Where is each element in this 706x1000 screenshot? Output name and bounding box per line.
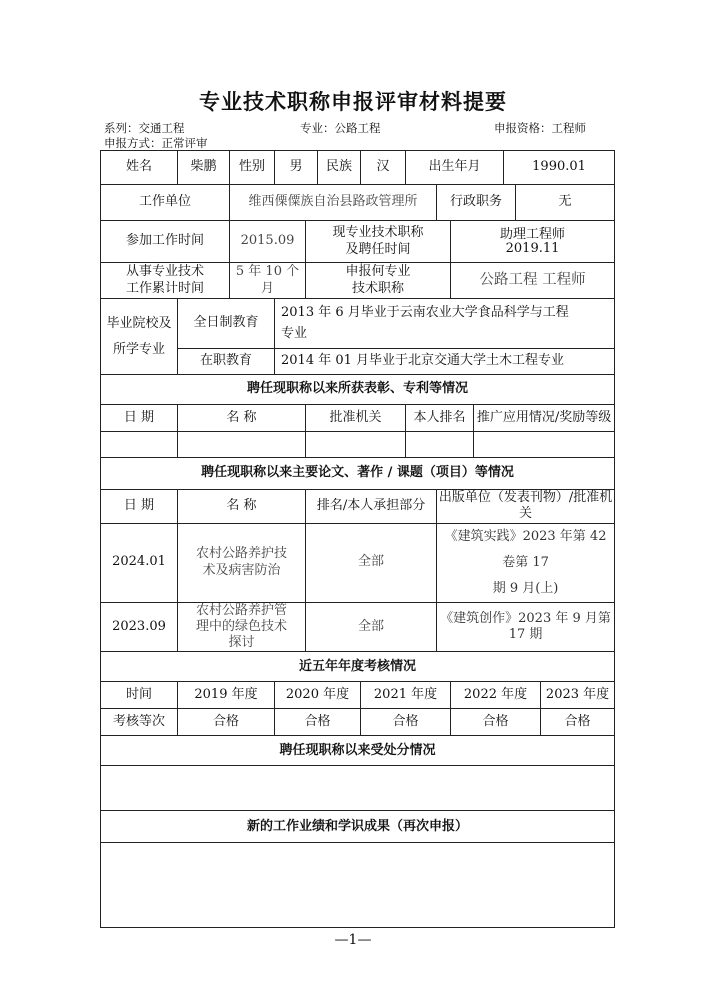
assessment-grade: 合格	[275, 709, 361, 736]
paper-date: 2023.09	[101, 602, 178, 652]
papers-header-row	[101, 490, 615, 524]
qualification-label: 申报资格：工程师	[494, 121, 586, 135]
row-start	[101, 221, 615, 263]
start-label: 参加工作时间	[101, 221, 230, 263]
fulltime-value: 2013 年 6 月毕业于云南农业大学食品科学与工程 专业	[275, 299, 615, 349]
assessment-time-label: 时间	[101, 682, 178, 709]
awards-header-row	[101, 405, 615, 432]
row-awards-heading	[101, 375, 615, 405]
awards-header-name: 名 称	[178, 405, 306, 432]
row-years	[101, 263, 615, 299]
assessment-year: 2021 年度	[361, 682, 451, 709]
post-value: 无	[516, 185, 615, 221]
row-unit	[101, 185, 615, 221]
method-label: 申报方式：正常评审	[104, 136, 208, 150]
assessment-year: 2022 年度	[451, 682, 541, 709]
awards-header-rank: 本人排名	[406, 405, 474, 432]
discipline-body	[101, 766, 615, 811]
years-label: 从事专业技术 工作累计时间	[101, 263, 230, 299]
post-label: 行政职务	[437, 185, 516, 221]
paper-name: 农村公路养护管 理中的绿色技术 探讨	[178, 602, 306, 652]
awards-header-authority: 批准机关	[306, 405, 406, 432]
row-assessment-heading	[101, 652, 615, 682]
gender-value: 男	[275, 151, 318, 185]
birth-value: 1990.01	[504, 151, 615, 185]
assessment-grade-label: 考核等次	[101, 709, 178, 736]
start-value: 2015.09	[230, 221, 306, 263]
achievements-body	[101, 843, 615, 928]
awards-header-date: 日 期	[101, 405, 178, 432]
birth-label: 出生年月	[406, 151, 504, 185]
paper-date: 2024.01	[101, 523, 178, 602]
row-achievements-heading	[101, 811, 615, 843]
assessment-grade: 合格	[541, 709, 615, 736]
row-discipline-heading	[101, 736, 615, 766]
awards-empty-row	[101, 432, 615, 458]
page-number: —1—	[334, 932, 372, 948]
papers-header-part: 排名/本人承担部分	[306, 490, 437, 524]
ethnicity-value: 汉	[361, 151, 406, 185]
awards-heading: 聘任现职称以来所获表彰、专利等情况	[101, 375, 615, 405]
assessment-grade: 合格	[178, 709, 275, 736]
assessment-year: 2020 年度	[275, 682, 361, 709]
assessment-year: 2023 年度	[541, 682, 615, 709]
papers-header-date: 日 期	[101, 490, 178, 524]
series-label: 系列：交通工程	[104, 121, 185, 135]
assessment-grade: 合格	[451, 709, 541, 736]
paper-part: 全部	[306, 523, 437, 602]
apply-label: 申报何专业 技术职称	[306, 263, 451, 299]
table-row	[101, 523, 615, 602]
fulltime-label: 全日制教育	[178, 299, 275, 349]
awards-header-level: 推广应用情况/奖励等级	[474, 405, 615, 432]
parttime-label: 在职教育	[178, 349, 275, 375]
achievements-body-row	[101, 843, 615, 928]
row-papers-heading	[101, 458, 615, 490]
assessment-year: 2019 年度	[178, 682, 275, 709]
gender-label: 性别	[230, 151, 275, 185]
row-basic-info	[101, 151, 615, 185]
row-fulltime-edu	[101, 299, 615, 349]
major-label: 专业：公路工程	[300, 121, 381, 135]
papers-heading: 聘任现职称以来主要论文、著作 / 课题（项目）等情况	[101, 458, 615, 490]
paper-part: 全部	[306, 602, 437, 652]
paper-name: 农村公路养护技 术及病害防治	[178, 523, 306, 602]
parttime-value: 2014 年 01 月毕业于北京交通大学土木工程专业	[275, 349, 615, 375]
table-row	[101, 602, 615, 652]
papers-header-publisher: 出版单位（发表刊物）/批准机关	[437, 490, 615, 524]
assessment-grade: 合格	[361, 709, 451, 736]
ethnicity-label: 民族	[318, 151, 361, 185]
achievements-heading: 新的工作业绩和学识成果（再次申报）	[101, 811, 615, 843]
papers-header-name: 名 称	[178, 490, 306, 524]
row-parttime-edu	[101, 349, 615, 375]
name-label: 姓名	[101, 151, 178, 185]
unit-label: 工作单位	[101, 185, 230, 221]
current-title-label: 现专业技术职称 及聘任时间	[306, 221, 451, 263]
unit-value: 维西傈僳族自治县路政管理所	[230, 185, 437, 221]
page-title: 专业技术职称申报评审材料提要	[199, 89, 507, 114]
assessment-grades-row	[101, 709, 615, 736]
paper-publisher: 《建筑创作》2023 年 9 月第 17 期	[437, 602, 615, 652]
discipline-body-row	[101, 766, 615, 811]
discipline-heading: 聘任现职称以来受处分情况	[101, 736, 615, 766]
application-form	[100, 150, 615, 928]
paper-publisher: 《建筑实践》2023 年第 42 卷第 17 期 9 月(上)	[437, 523, 615, 602]
assessment-years-row	[101, 682, 615, 709]
years-value: 5 年 10 个月	[230, 263, 306, 299]
assessment-heading: 近五年年度考核情况	[101, 652, 615, 682]
name-value: 柴鹏	[178, 151, 230, 185]
education-label: 毕业院校及 所学专业	[101, 299, 178, 375]
current-title-value: 助理工程师 2019.11	[451, 221, 615, 263]
apply-value: 公路工程 工程师	[451, 263, 615, 299]
